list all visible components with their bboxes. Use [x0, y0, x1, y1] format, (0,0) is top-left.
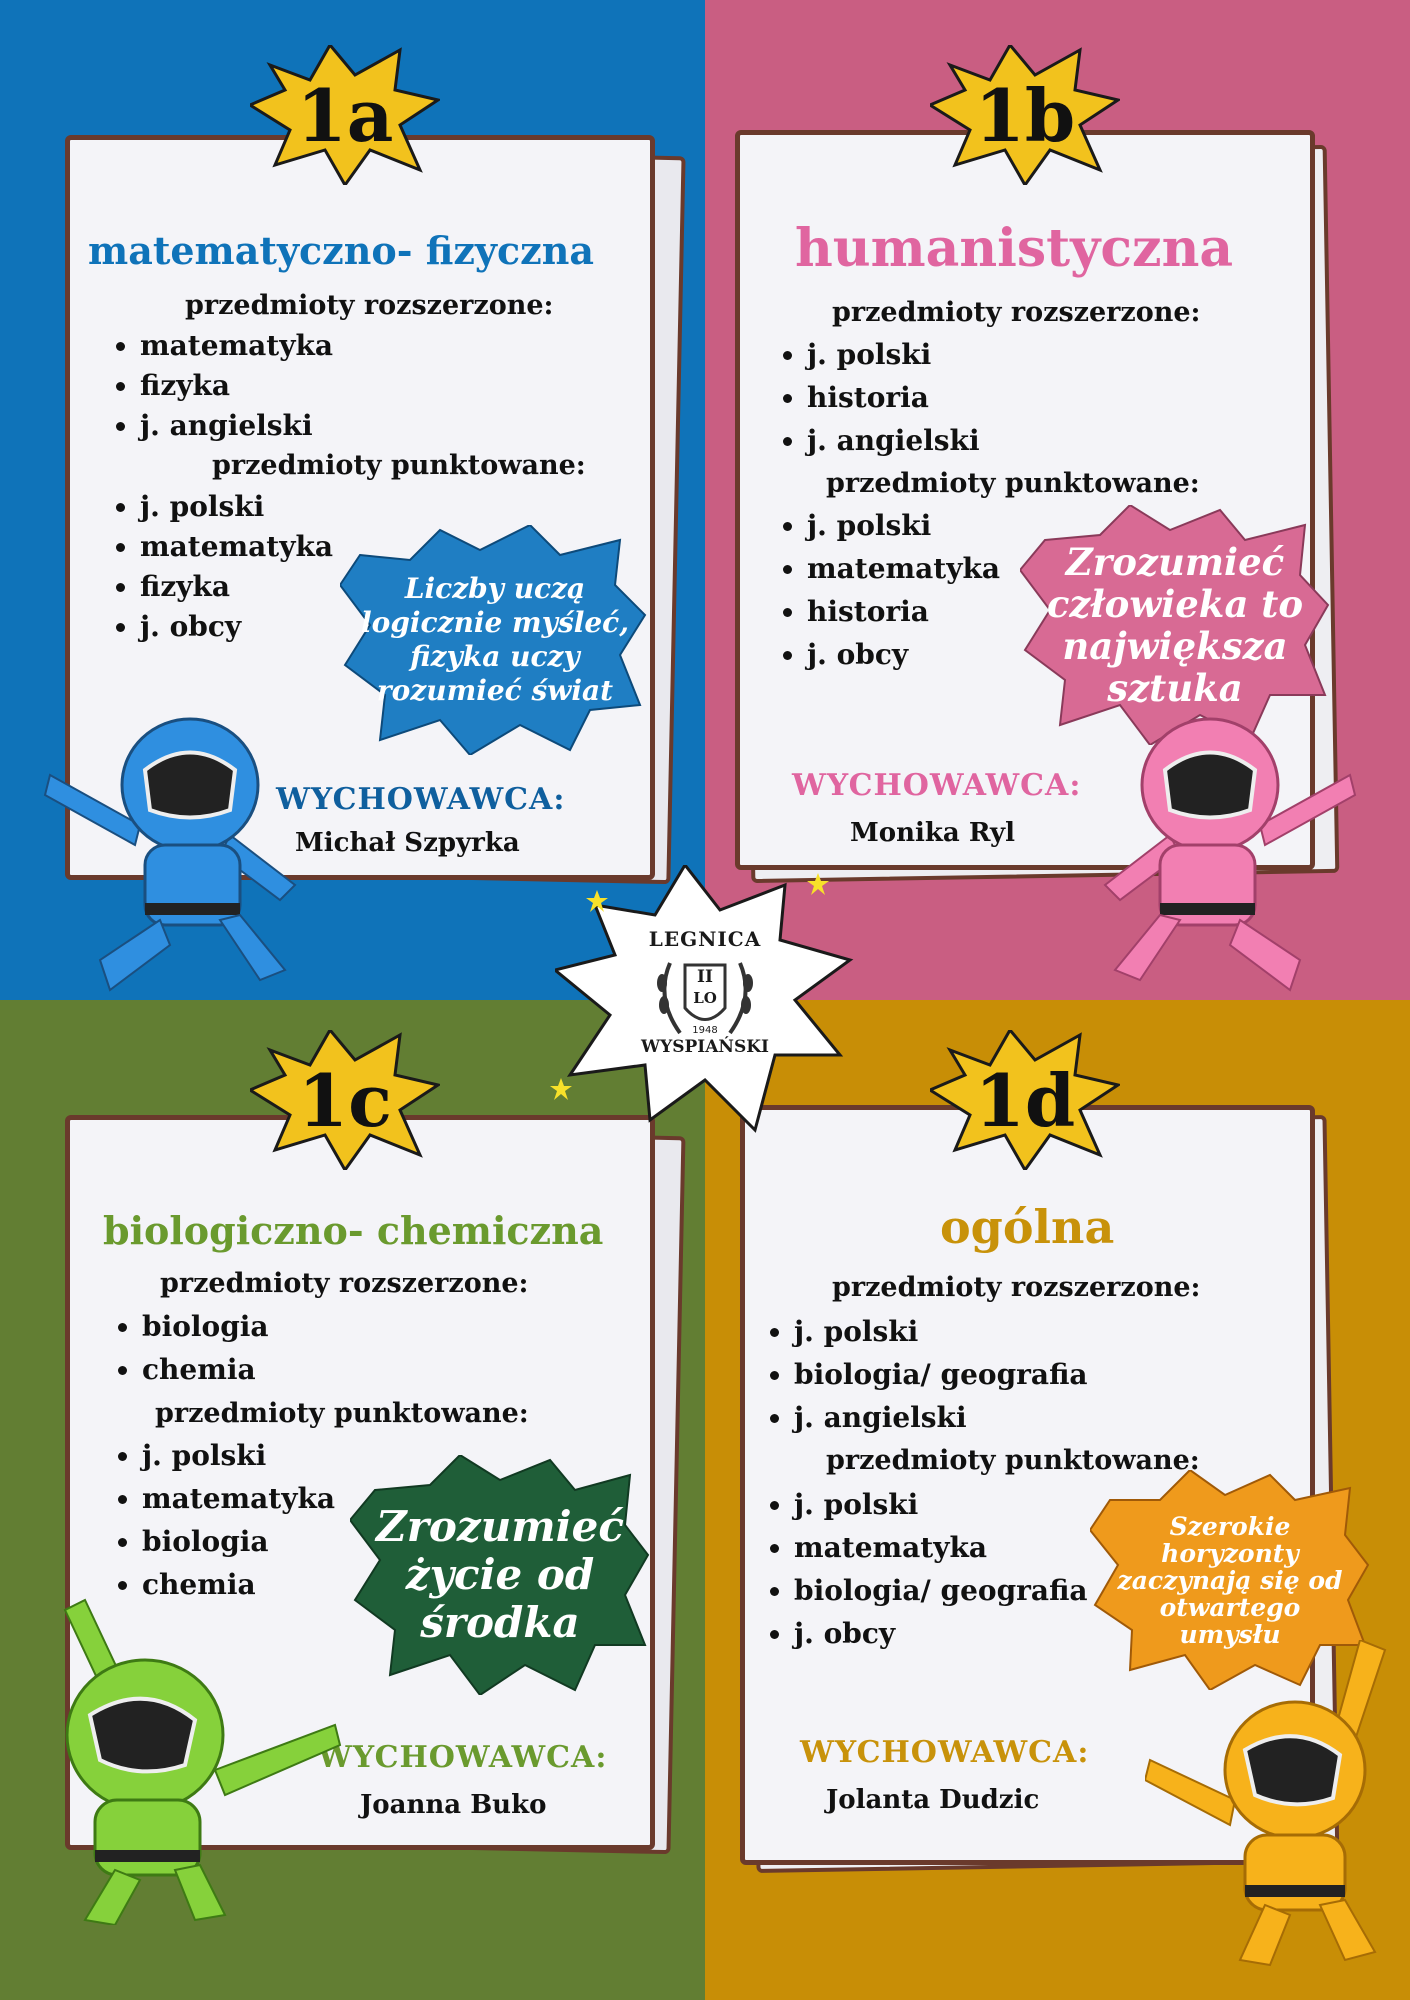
list-item: • j. angielski	[807, 419, 980, 462]
list-item: • historia	[807, 590, 1000, 633]
tutor-1d-label: WYCHOWAWCA:	[800, 1735, 1090, 1770]
quote-1a-line: logicznie myśleć,	[361, 606, 629, 639]
tutor-1a-label: WYCHOWAWCA:	[276, 782, 566, 817]
badge-1a-label: 1a	[296, 73, 394, 158]
list-item: • matematyka	[142, 1477, 335, 1520]
badge-1d	[930, 1030, 1120, 1170]
tutor-1c-label: WYCHOWAWCA:	[318, 1740, 608, 1775]
list-item: • biologia	[142, 1520, 335, 1563]
list-item: • j. obcy	[807, 633, 1000, 676]
star-icon	[550, 1078, 572, 1100]
quote-1d-line: umysłu	[1179, 1619, 1281, 1649]
list-item: • matematyka	[140, 527, 333, 567]
quote-1c	[350, 1455, 650, 1695]
badge-1c	[250, 1030, 440, 1170]
extended-1d-label: przedmioty rozszerzone:	[832, 1272, 1201, 1303]
star-icon	[586, 890, 608, 912]
ranger-1a-icon	[40, 715, 300, 995]
quote-1a-line: rozumieć świat	[376, 674, 614, 707]
ranger-1b-icon	[1100, 715, 1360, 995]
badge-1b	[930, 45, 1120, 185]
list-item: • chemia	[142, 1348, 269, 1391]
ranger-1d-icon	[1145, 1640, 1405, 1970]
logo-center-bottom: LO	[693, 989, 717, 1007]
list-item: • j. polski	[794, 1483, 1088, 1526]
logo-year: 1948	[692, 1025, 718, 1036]
scored-1d-label: przedmioty punktowane:	[826, 1445, 1200, 1476]
list-item: • chemia	[142, 1563, 335, 1606]
list-item: • biologia	[142, 1305, 269, 1348]
extended-1b-label: przedmioty rozszerzone:	[832, 297, 1201, 328]
list-item: • fizyka	[140, 366, 333, 406]
star-icon	[807, 873, 829, 895]
list-item: • j. angielski	[794, 1396, 1088, 1439]
tutor-1b-label: WYCHOWAWCA:	[792, 768, 1082, 803]
quote-1b-line: człowieka to	[1046, 582, 1304, 626]
quote-1d-line: otwartego	[1159, 1592, 1301, 1622]
quote-1c-line: środka	[420, 1598, 580, 1647]
list-item: • fizyka	[140, 567, 333, 607]
quote-1a-line: Liczby uczą	[404, 572, 586, 605]
badge-1a	[250, 45, 440, 185]
logo-bottom-text: WYSPIAŃSKI	[641, 1037, 769, 1057]
list-item: • j. polski	[807, 504, 1000, 547]
quote-1b-line: sztuka	[1107, 666, 1243, 710]
quote-1a-line: fizyka uczy	[410, 640, 580, 673]
scored-1b-list	[775, 504, 1000, 676]
list-item: • j. polski	[807, 333, 980, 376]
extended-1d-list	[762, 1310, 1088, 1439]
tutor-1a-name: Michał Szpyrka	[295, 828, 520, 858]
quote-1c-line: Zrozumieć	[376, 1502, 624, 1551]
profile-1a-title: matematyczno- fizyczna	[88, 228, 594, 273]
list-item: • j. angielski	[140, 406, 333, 446]
quote-1d-line: zaczynają się od	[1117, 1565, 1343, 1595]
logo-center-top: II	[697, 967, 713, 987]
scored-1b-label: przedmioty punktowane:	[826, 468, 1200, 499]
scored-1c-label: przedmioty punktowane:	[155, 1398, 529, 1429]
list-item: • matematyka	[140, 326, 333, 366]
extended-1b-list	[775, 333, 980, 462]
badge-1c-label: 1c	[298, 1058, 392, 1143]
tutor-1b-name: Monika Ryl	[850, 818, 1015, 848]
profile-1b-title: humanistyczna	[795, 218, 1234, 279]
profile-1d-title: ogólna	[940, 1200, 1115, 1254]
quote-1b	[1020, 505, 1330, 745]
profile-1c-title: biologiczno- chemiczna	[103, 1208, 604, 1253]
extended-1c-label: przedmioty rozszerzone:	[160, 1268, 529, 1299]
list-item: • j. polski	[140, 487, 333, 527]
quote-1a	[340, 525, 650, 755]
list-item: • historia	[807, 376, 980, 419]
list-item: • biologia/ geografia	[794, 1569, 1088, 1612]
extended-1a-list	[108, 326, 333, 446]
logo-top-text: LEGNICA	[648, 927, 762, 951]
badge-1d-label: 1d	[974, 1058, 1076, 1143]
list-item: • j. polski	[794, 1310, 1088, 1353]
quote-1b-line: największa	[1062, 624, 1288, 668]
extended-1c-list	[110, 1305, 269, 1391]
extended-1a-label: przedmioty rozszerzone:	[185, 290, 554, 321]
quote-1d-line: horyzonty	[1161, 1538, 1299, 1568]
scored-1a-list	[108, 487, 333, 647]
list-item: • matematyka	[794, 1526, 1088, 1569]
list-item: • matematyka	[807, 547, 1000, 590]
quote-1b-line: Zrozumieć	[1065, 540, 1285, 584]
scored-1c-list	[110, 1434, 335, 1606]
tutor-1c-name: Joanna Buko	[360, 1790, 547, 1820]
badge-1b-label: 1b	[974, 73, 1076, 158]
quote-1c-line: życie od	[405, 1550, 595, 1599]
list-item: • j. obcy	[140, 607, 333, 647]
scored-1d-list	[762, 1483, 1088, 1655]
scored-1a-label: przedmioty punktowane:	[212, 450, 586, 481]
quote-1d-line: Szerokie	[1169, 1511, 1291, 1541]
tutor-1d-name: Jolanta Dudzic	[826, 1785, 1040, 1815]
list-item: • j. polski	[142, 1434, 335, 1477]
ranger-1c-icon	[45, 1595, 345, 1925]
list-item: • j. obcy	[794, 1612, 1088, 1655]
list-item: • biologia/ geografia	[794, 1353, 1088, 1396]
